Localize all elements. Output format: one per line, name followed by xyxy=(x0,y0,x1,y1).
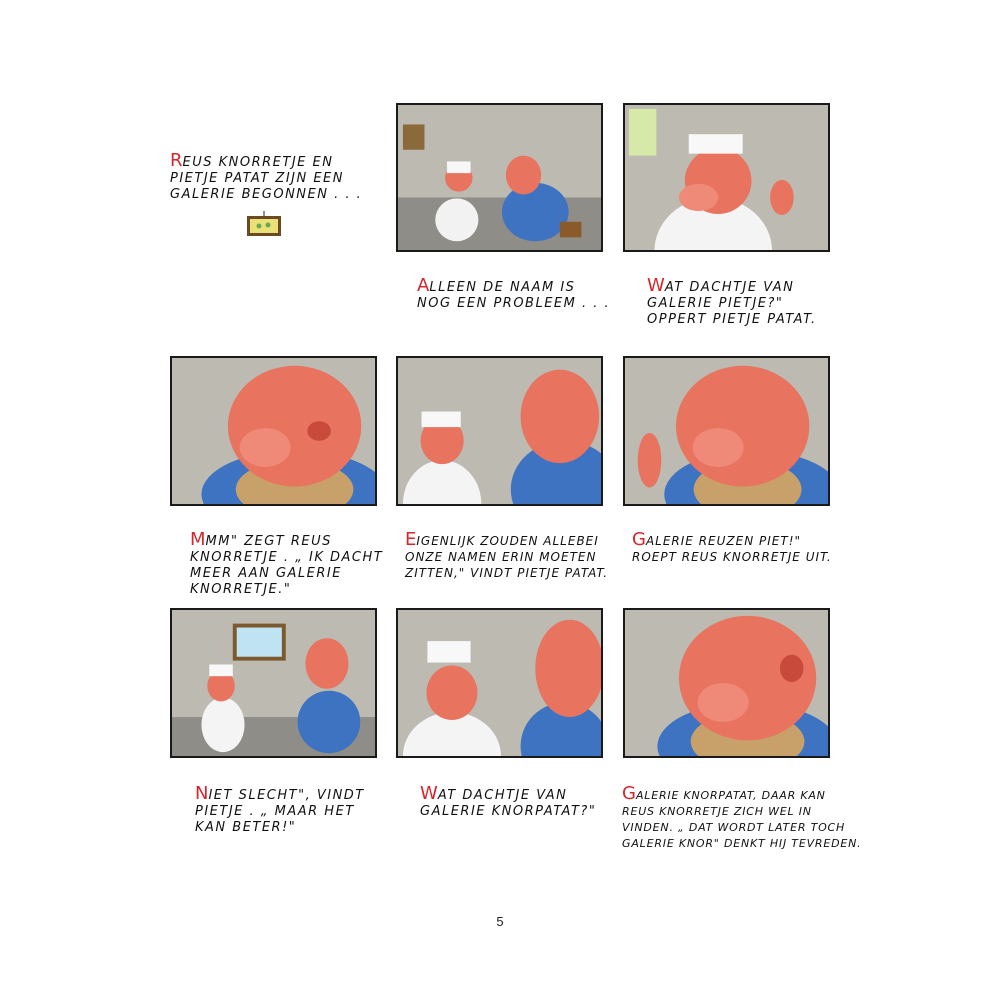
caption-initial: N xyxy=(195,783,209,804)
caption-initial: G xyxy=(632,529,646,550)
comic-panel-4 xyxy=(396,356,603,506)
caption-7 xyxy=(420,770,596,820)
caption-8 xyxy=(622,770,861,852)
caption-initial: E xyxy=(405,529,417,550)
caption-text: ALERIE REUZEN PIET!" ROEPT REUS KNORRETJE UIT. xyxy=(632,534,832,564)
caption-4 xyxy=(405,516,608,581)
caption-5 xyxy=(632,516,832,565)
caption-initial: W xyxy=(647,275,665,296)
page-number: 5 xyxy=(496,914,504,929)
comic-panel-1 xyxy=(396,103,603,252)
caption-initial: R xyxy=(170,150,183,171)
caption-initial: M xyxy=(190,529,206,550)
caption-text: AT DACHTJE VAN GALERIE PIETJE?" OPPERT PIETJE PATAT. xyxy=(647,280,817,327)
caption-text: IET SLECHT", VINDT PIETJE . „ MAAR HET KAN BETER!" xyxy=(195,788,365,835)
caption-3 xyxy=(190,516,383,598)
caption-text: MM" ZEGT REUS KNORRETJE . „ IK DACHT MEER AAN GALERIE KNORRETJE." xyxy=(190,534,384,597)
caption-text: ALERIE KNORPATAT, DAAR KAN REUS KNORRETJE ZICH WEL IN VINDEN. „ DAT WORDT LATER TOCH GALERIE KNOR" DENKT HIJ TEVREDEN. xyxy=(622,789,862,850)
comic-panel-8 xyxy=(623,608,830,758)
caption-initial: A xyxy=(417,275,430,296)
caption-6 xyxy=(195,770,365,836)
caption-2 xyxy=(647,262,817,328)
comic-panel-5 xyxy=(623,356,830,506)
caption-1 xyxy=(417,262,610,312)
caption-text: EUS KNORRETJE EN PIETJE PATAT ZIJN EEN GALERIE BEGONNEN . . . xyxy=(170,155,363,202)
comic-panel-6 xyxy=(170,608,377,758)
comic-panel-7 xyxy=(396,608,603,758)
comic-panel-3 xyxy=(170,356,377,506)
caption-text: AT DACHTJE VAN GALERIE KNORPATAT?" xyxy=(420,788,597,819)
caption-initial: W xyxy=(420,783,438,804)
intro-caption xyxy=(170,137,362,203)
caption-initial: G xyxy=(622,783,636,804)
caption-text: IGENLIJK ZOUDEN ALLEBEI ONZE NAMEN ERIN MOETEN ZITTEN," VINDT PIETJE PATAT. xyxy=(405,534,609,580)
comic-panel-2 xyxy=(623,103,830,252)
caption-text: LLEEN DE NAAM IS NOG EEN PROBLEEM . . . xyxy=(417,280,611,311)
painting-icon xyxy=(246,211,282,237)
